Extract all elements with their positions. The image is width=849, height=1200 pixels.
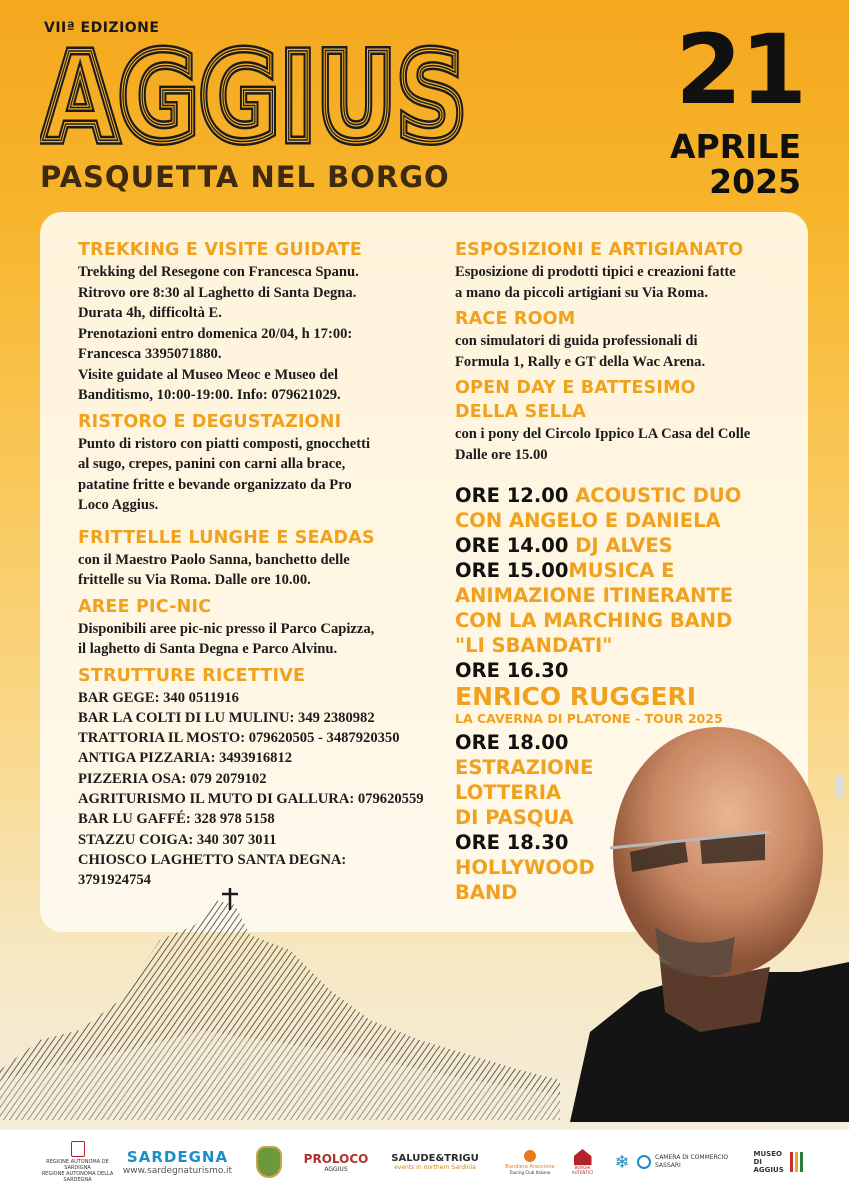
- brand-text-outline: AGGIUS: [42, 40, 467, 150]
- section-text: con i pony del Circolo Ippico LA Casa del Colle Dalle ore 15.00: [455, 426, 751, 463]
- sardegna-wordmark: SARDEGNA: [126, 1148, 229, 1166]
- side-mark: [836, 776, 844, 798]
- program-act: LOTTERIA: [455, 781, 562, 804]
- section-text: con simulatori di guida professionali di Formula 1, Rally e GT della Wac Arena.: [455, 333, 706, 370]
- salude-wordmark: SALUDE&TRIGU: [391, 1153, 479, 1164]
- museo-stripes-icon: [790, 1152, 803, 1172]
- section-ristoro: [78, 410, 438, 516]
- date-year: 2025: [709, 162, 801, 201]
- section-trekking: [78, 238, 438, 406]
- program-act: "LI SBANDATI": [455, 634, 613, 657]
- program-act: DI PASQUA: [455, 806, 574, 829]
- section-text: Esposizione di prodotti tipici e creazioni fatte a mano da piccoli artigiani su Via Roma.: [455, 264, 736, 301]
- logo-proloco: [300, 1140, 372, 1184]
- brand-text-inner: AGGIUS: [42, 40, 467, 150]
- program-item: [455, 558, 805, 658]
- subtitle: PASQUETTA NEL BORGO: [40, 160, 450, 194]
- logo-sardegna: [120, 1140, 235, 1184]
- program-act: MUSICA E: [568, 559, 675, 582]
- program-act: CON LA MARCHING BAND: [455, 609, 733, 632]
- logo-salude-trigu: [385, 1140, 485, 1184]
- section-strutture: [78, 664, 438, 891]
- logo-museo: [748, 1140, 808, 1184]
- regione-emblem-icon: [71, 1141, 85, 1157]
- proloco-sub: AGGIUS: [324, 1165, 348, 1173]
- headliner-tour: LA CAVERNA DI PLATONE - TOUR 2025: [455, 711, 723, 726]
- comune-crest-icon: [256, 1146, 282, 1178]
- section-text: Disponibili aree pic-nic presso il Parco Capizza, il laghetto di Santa Degna e Parco Alvinu.: [78, 620, 375, 657]
- section-text: con il Maestro Paolo Sanna, banchetto delle frittelle su Via Roma. Dalle ore 10.00.: [78, 551, 350, 588]
- program-time: ORE 14.00: [455, 534, 569, 557]
- artist-portrait: [570, 722, 849, 1122]
- program-time: ORE 15.00: [455, 559, 569, 582]
- regione-text: REGIONE AUTONOMA DE SARDIGNA REGIONE AUTONOMA DELLA SARDEGNA: [41, 1159, 114, 1183]
- section-text: BAR GEGE: 340 0511916 BAR LA COLTI DI LU MULINU: 349 2380982 TRATTORIA IL MOSTO: 079620505 - 3487920350 ANTIGA PIZZARIA: 3493916812 PIZZERIA OSA: 079 2079102 AGRITURISMO IL MUTO DI GALLURA: 079620559 BAR LU GAFFÉ: 328 978 5158 STAZZU COIGA: 340 307 3011 CHIOSCO LAGHETTO SANTA DEGNA: 3791924754: [78, 689, 424, 889]
- section-text: Trekking del Resegone con Francesca Spanu. Ritrovo ore 8:30 al Laghetto di Santa Degna. Durata 4h, difficoltà E. Prenotazioni entro domenica 20/04, h 17:00: Francesca 3395071880. Visite guidate al Museo Meoc e Museo del Banditismo, 10:00-19:00. Info: 079621029.: [78, 264, 359, 403]
- section-title: RISTORO E DEGUSTAZIONI: [78, 411, 342, 432]
- edition-label: VIIª EDIZIONE: [44, 20, 160, 36]
- program-act: DJ ALVES: [575, 534, 673, 557]
- section-open-day: [455, 376, 805, 465]
- program-time: ORE 16.30: [455, 659, 569, 682]
- headliner-name: ENRICO RUGGERI: [455, 682, 697, 711]
- bandiera-label: Bandiera Arancione: [505, 1163, 555, 1170]
- logo-snowflake: [612, 1140, 632, 1184]
- museo-label: MUSEO DI AGGIUS: [753, 1150, 784, 1174]
- mountain-illustration: [0, 880, 560, 1120]
- program-act: HOLLYWOOD: [455, 856, 595, 879]
- section-title: RACE ROOM: [455, 309, 576, 329]
- logo-bandiera-arancione: [500, 1140, 560, 1184]
- brand-text-core: AGGIUS: [42, 40, 467, 150]
- date-day: 21: [675, 14, 805, 126]
- program-act: CON ANGELO E DANIELA: [455, 509, 721, 532]
- bandiera-flag-icon: [524, 1150, 536, 1162]
- section-title: TREKKING E VISITE GUIDATE: [78, 240, 362, 260]
- bandiera-sub: Touring Club Italiano: [509, 1169, 551, 1175]
- snowflake-icon: ❄: [614, 1151, 630, 1173]
- brand-title: [40, 40, 470, 150]
- program-time: ORE 18.00: [455, 731, 569, 754]
- left-column: [78, 238, 438, 890]
- borghi-house-icon: [574, 1149, 592, 1165]
- logo-borghi-autentici: [565, 1140, 600, 1184]
- logo-regione: [40, 1140, 115, 1184]
- section-title: AREE PIC-NIC: [78, 596, 212, 617]
- section-esposizioni: [455, 238, 805, 303]
- section-title: ESPOSIZIONI E ARTIGIANATO: [455, 240, 744, 260]
- program-time: ORE 12.00: [455, 484, 569, 507]
- salude-sub: events in northern Sardinia: [394, 1164, 476, 1171]
- section-title: OPEN DAY E BATTESIMO DELLA SELLA: [455, 378, 696, 422]
- section-title: STRUTTURE RICETTIVE: [78, 665, 306, 686]
- proloco-wordmark: PROLOCO: [303, 1151, 369, 1166]
- section-frittelle: [78, 526, 438, 591]
- logo-camera-commercio: [637, 1140, 732, 1184]
- program-act: ANIMAZIONE ITINERANTE: [455, 584, 734, 607]
- program-time: ORE 18.30: [455, 831, 569, 854]
- camera-commercio-icon: [637, 1155, 651, 1169]
- brand-title-lettering: [40, 40, 470, 150]
- program-item: [455, 533, 805, 558]
- program-act: ESTRAZIONE: [455, 756, 594, 779]
- program-act: ACOUSTIC DUO: [575, 484, 742, 507]
- section-race-room: [455, 307, 805, 372]
- camera-commercio-label: CAMERA DI COMMERCIO SASSARI: [655, 1154, 729, 1169]
- section-title: FRITTELLE LUNGHE E SEADAS: [78, 527, 375, 548]
- section-picnic: [78, 595, 438, 660]
- date-month: APRILE: [670, 127, 801, 166]
- section-text: Punto di ristoro con piatti composti, gnocchetti al sugo, crepes, panini con carni alla brace, patatine fritte e bevande organizzato da Pro Loco Aggius.: [78, 435, 370, 513]
- program-act: BAND: [455, 881, 518, 904]
- borghi-label: BORGHI AUTENTICI: [571, 1165, 594, 1175]
- sardegna-url: www.sardegnaturismo.it: [122, 1166, 233, 1176]
- program-item: [455, 483, 805, 533]
- program-item-headliner: [455, 658, 805, 726]
- logo-comune: [252, 1140, 286, 1184]
